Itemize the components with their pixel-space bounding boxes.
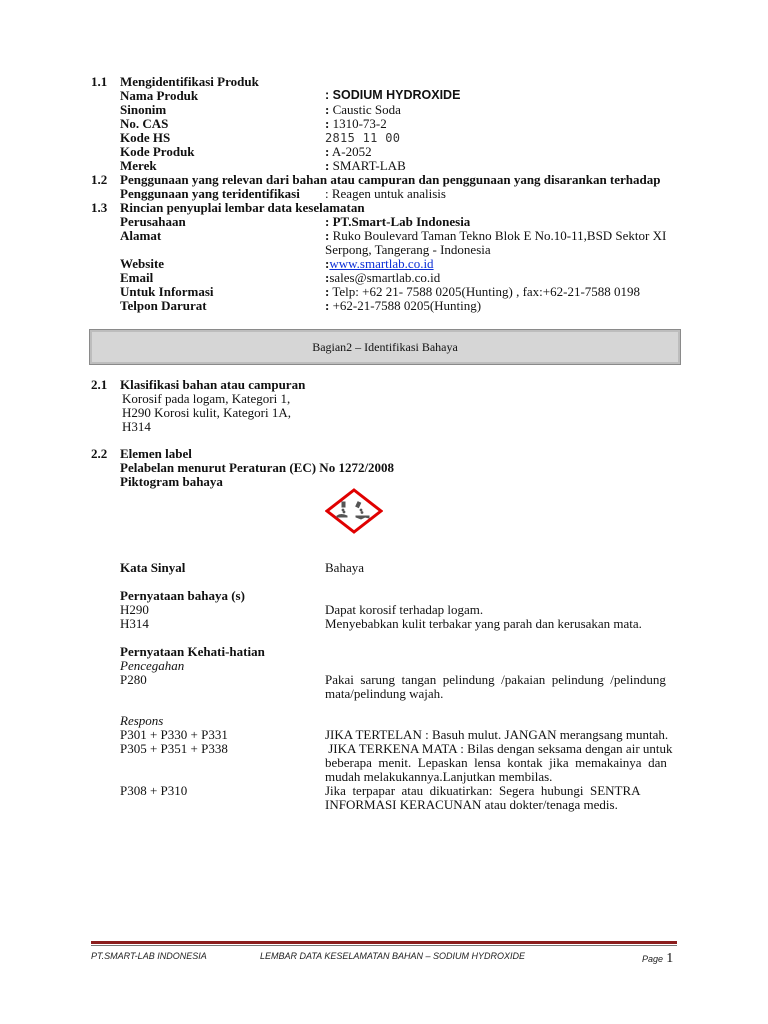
section-title-2-1: Klasifikasi bahan atau campuran [120,377,306,392]
value-perusahaan: : PT.Smart-Lab Indonesia [325,214,471,229]
section-title-1-2: Penggunaan yang relevan dari bahan atau campuran dan penggunaan yang disarankan terhadap [120,172,661,187]
code-h290: H290 [120,602,149,617]
section-banner-title: Bagian2 – Identifikasi Bahaya [312,340,458,354]
value-merek: : SMART-LAB [325,158,406,173]
code-p280: P280 [120,672,147,687]
text-p301: JIKA TERTELAN : Basuh mulut. JANGAN merangsang muntah. [325,727,669,742]
code-p305: P305 + P351 + P338 [120,741,228,756]
section-number-1-1: 1.1 [91,74,108,89]
value-sinonim: : Caustic Soda [325,102,401,117]
value-nama-produk: : SODIUM HYDROXIDE [325,88,461,102]
section-number-1-3: 1.3 [91,200,108,215]
footer-page [642,950,673,967]
label-perusahaan: Perusahaan [120,214,186,229]
corrosive-pictogram-icon [325,488,383,534]
label-sinonim: Sinonim [120,102,167,117]
label-piktogram: Piktogram bahaya [120,474,223,489]
label-email: Email [120,270,154,285]
footer-page-number: 1 [666,951,674,966]
label-no-cas: No. CAS [120,116,169,131]
value-alamat-line1: : Ruko Boulevard Taman Tekno Blok E No.10-11,BSD Sektor XI [325,228,667,243]
label-untuk-informasi: Untuk Informasi [120,284,214,299]
label-kata-sinyal: Kata Sinyal [120,560,186,575]
value-kata-sinyal: Bahaya [325,560,364,575]
value-kode-hs: 2815 11 00 [325,131,401,145]
label-alamat: Alamat [120,228,162,243]
section-title-1-3: Rincian penyuplai lembar data keselamatan [120,200,365,215]
label-regulation: Pelabelan menurut Peraturan (EC) No 1272/2008 [120,460,395,475]
code-p301: P301 + P330 + P331 [120,727,228,742]
section-title-2-2: Elemen label [120,446,192,461]
label-nama-produk: Nama Produk [120,88,199,103]
website-link[interactable]: www.smartlab.co.id [329,256,434,271]
footer-rule-thin [91,945,677,946]
label-merek: Merek [120,158,157,173]
section-title-1-1: Mengidentifikasi Produk [120,74,259,89]
footer-rule [91,941,677,944]
text-p305-line2: beberapa menit. Lepaskan lensa kontak jika memakainya dan [325,755,667,770]
value-kode-produk: : A-2052 [325,144,372,159]
code-h314: H314 [120,616,149,631]
label-website: Website [120,256,165,271]
text-p305-line3: mudah melakukannya.Lanjutkan membilas. [325,769,553,784]
label-penggunaan-teridentifikasi: Penggunaan yang teridentifikasi [120,186,300,201]
code-p308: P308 + P310 [120,783,188,798]
section-banner [89,329,681,365]
text-p280-line1: Pakai sarung tangan pelindung /pakaian pelindung /pelindung [325,672,666,687]
text-p308-line2: INFORMASI KERACUNAN atau dokter/tenaga medis. [325,797,618,812]
text-h314: Menyebabkan kulit terbakar yang parah dan kerusakan mata. [325,616,642,631]
footer-document-title: LEMBAR DATA KESELAMATAN BAHAN – SODIUM HYDROXIDE [260,951,526,961]
label-respons: Respons [120,713,164,728]
label-kode-hs: Kode HS [120,130,171,145]
value-untuk-informasi: : Telp: +62 21- 7588 0205(Hunting) , fax:+62-21-7588 0198 [325,284,641,299]
section-number-2-2: 2.2 [91,446,108,461]
value-no-cas: : 1310-73-2 [325,116,387,131]
classification-line-2: H290 Korosi kulit, Kategori 1A, [122,405,291,420]
text-p305-line1: JIKA TERKENA MATA : Bilas dengan seksama dengan air untuk [325,741,673,756]
label-kode-produk: Kode Produk [120,144,195,159]
label-pencegahan: Pencegahan [120,658,185,673]
text-p280-line2: mata/pelindung wajah. [325,686,444,701]
value-telpon-darurat: : +62-21-7588 0205(Hunting) [325,298,482,313]
label-pernyataan-kehati-hatian: Pernyataan Kehati-hatian [120,644,265,659]
classification-line-1: Korosif pada logam, Kategori 1, [122,391,291,406]
footer-company: PT.SMART-LAB INDONESIA [91,951,207,961]
section-number-2-1: 2.1 [91,377,108,392]
text-h290: Dapat korosif terhadap logam. [325,602,484,617]
label-pernyataan-bahaya: Pernyataan bahaya (s) [120,588,245,603]
value-alamat-line2: Serpong, Tangerang - Indonesia [325,242,491,257]
value-penggunaan-teridentifikasi: : Reagen untuk analisis [325,186,446,201]
footer-page-label: Page [642,954,664,964]
value-website: :www.smartlab.co.id [325,256,434,271]
classification-line-3: H314 [122,419,151,434]
text-p308-line1: Jika terpapar atau dikuatirkan: Segera hubungi SENTRA [325,783,641,798]
section-number-1-2: 1.2 [91,172,108,187]
label-telpon-darurat: Telpon Darurat [120,298,207,313]
value-email: :sales@smartlab.co.id [325,270,441,285]
